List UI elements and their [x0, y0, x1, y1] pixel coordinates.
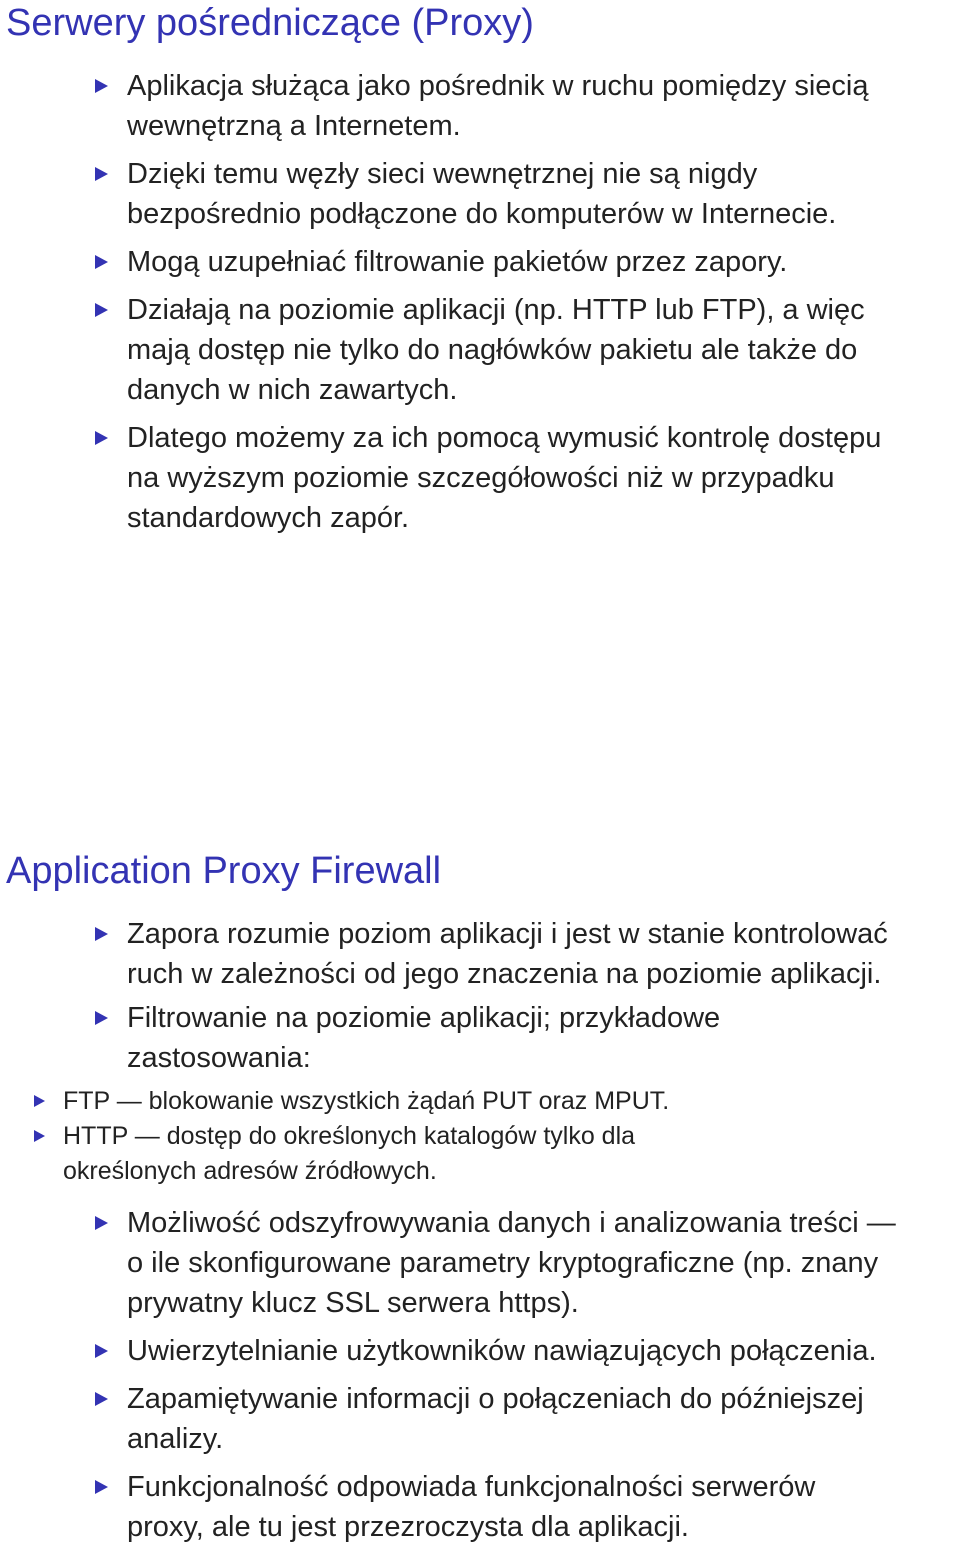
slide-application-proxy-firewall	[0, 848, 960, 1547]
triangle-bullet-icon	[34, 1095, 45, 1107]
list-item	[0, 154, 960, 234]
list-item-text: Zapamiętywanie informacji o połączeniach do późniejszej analizy.	[127, 1383, 864, 1455]
list-item	[0, 418, 960, 538]
sub-list-item	[0, 1084, 960, 1119]
slide-title: Application Proxy Firewall	[6, 850, 442, 892]
list-item-text: Mogą uzupełniać filtrowanie pakietów przez zapory.	[127, 246, 788, 278]
triangle-bullet-icon	[95, 255, 108, 269]
triangle-bullet-icon	[95, 79, 108, 93]
list-item	[0, 66, 960, 146]
sub-list-item	[0, 1119, 960, 1189]
triangle-bullet-icon	[95, 1216, 108, 1230]
triangle-bullet-icon	[95, 167, 108, 181]
slide-proxy-servers	[0, 0, 960, 538]
triangle-bullet-icon	[95, 1344, 108, 1358]
list-item-text: Możliwość odszyfrowywania danych i analizowania treści — o ile skonfigurowane parametry kryptograficzne (np. znany prywatny klucz SSL serwera https).	[127, 1207, 896, 1319]
list-item	[0, 242, 960, 282]
list-item-text: HTTP — dostęp do określonych katalogów tylko dla określonych adresów źródłowych.	[63, 1122, 636, 1185]
list-item-text: Funkcjonalność odpowiada funkcjonalności serwerów proxy, ale tu jest przezroczysta dla aplikacji.	[127, 1471, 816, 1543]
triangle-bullet-icon	[95, 927, 108, 941]
list-item-text: Dzięki temu węzły sieci wewnętrznej nie są nigdy bezpośrednio podłączone do komputerów w Internecie.	[127, 158, 837, 230]
triangle-bullet-icon	[95, 1480, 108, 1494]
list-item-text: Zapora rozumie poziom aplikacji i jest w stanie kontrolować ruch w zależności od jego znaczenia na poziomie aplikacji.	[127, 918, 888, 990]
list-item-text: Uwierzytelnianie użytkowników nawiązujących połączenia.	[127, 1335, 877, 1367]
list-item-text: Dlatego możemy za ich pomocą wymusić kontrolę dostępu na wyższym poziomie szczegółowości niż w przypadku standardowych zapór.	[127, 422, 882, 534]
triangle-bullet-icon	[95, 431, 108, 445]
list-item	[0, 1467, 960, 1547]
slide-title: Serwery pośredniczące (Proxy)	[6, 2, 534, 44]
list-item	[0, 290, 960, 410]
list-item	[0, 1203, 960, 1323]
triangle-bullet-icon	[34, 1130, 45, 1142]
triangle-bullet-icon	[95, 303, 108, 317]
list-item-text: Filtrowanie na poziomie aplikacji; przykładowe zastosowania:	[127, 1002, 721, 1074]
list-item-text: Aplikacja służąca jako pośrednik w ruchu pomiędzy siecią wewnętrzną a Internetem.	[127, 70, 869, 142]
list-item	[0, 914, 960, 994]
list-item-text: Działają na poziomie aplikacji (np. HTTP lub FTP), a więc mają dostęp nie tylko do nagłówków pakietu ale także do danych w nich zawartych.	[127, 294, 865, 406]
triangle-bullet-icon	[95, 1011, 108, 1025]
list-item-text: FTP — blokowanie wszystkich żądań PUT oraz MPUT.	[63, 1087, 670, 1115]
bullet-list	[0, 914, 960, 1547]
bullet-list	[0, 66, 960, 538]
triangle-bullet-icon	[95, 1392, 108, 1406]
list-item	[0, 998, 960, 1078]
list-item	[0, 1379, 960, 1459]
list-item	[0, 1331, 960, 1371]
